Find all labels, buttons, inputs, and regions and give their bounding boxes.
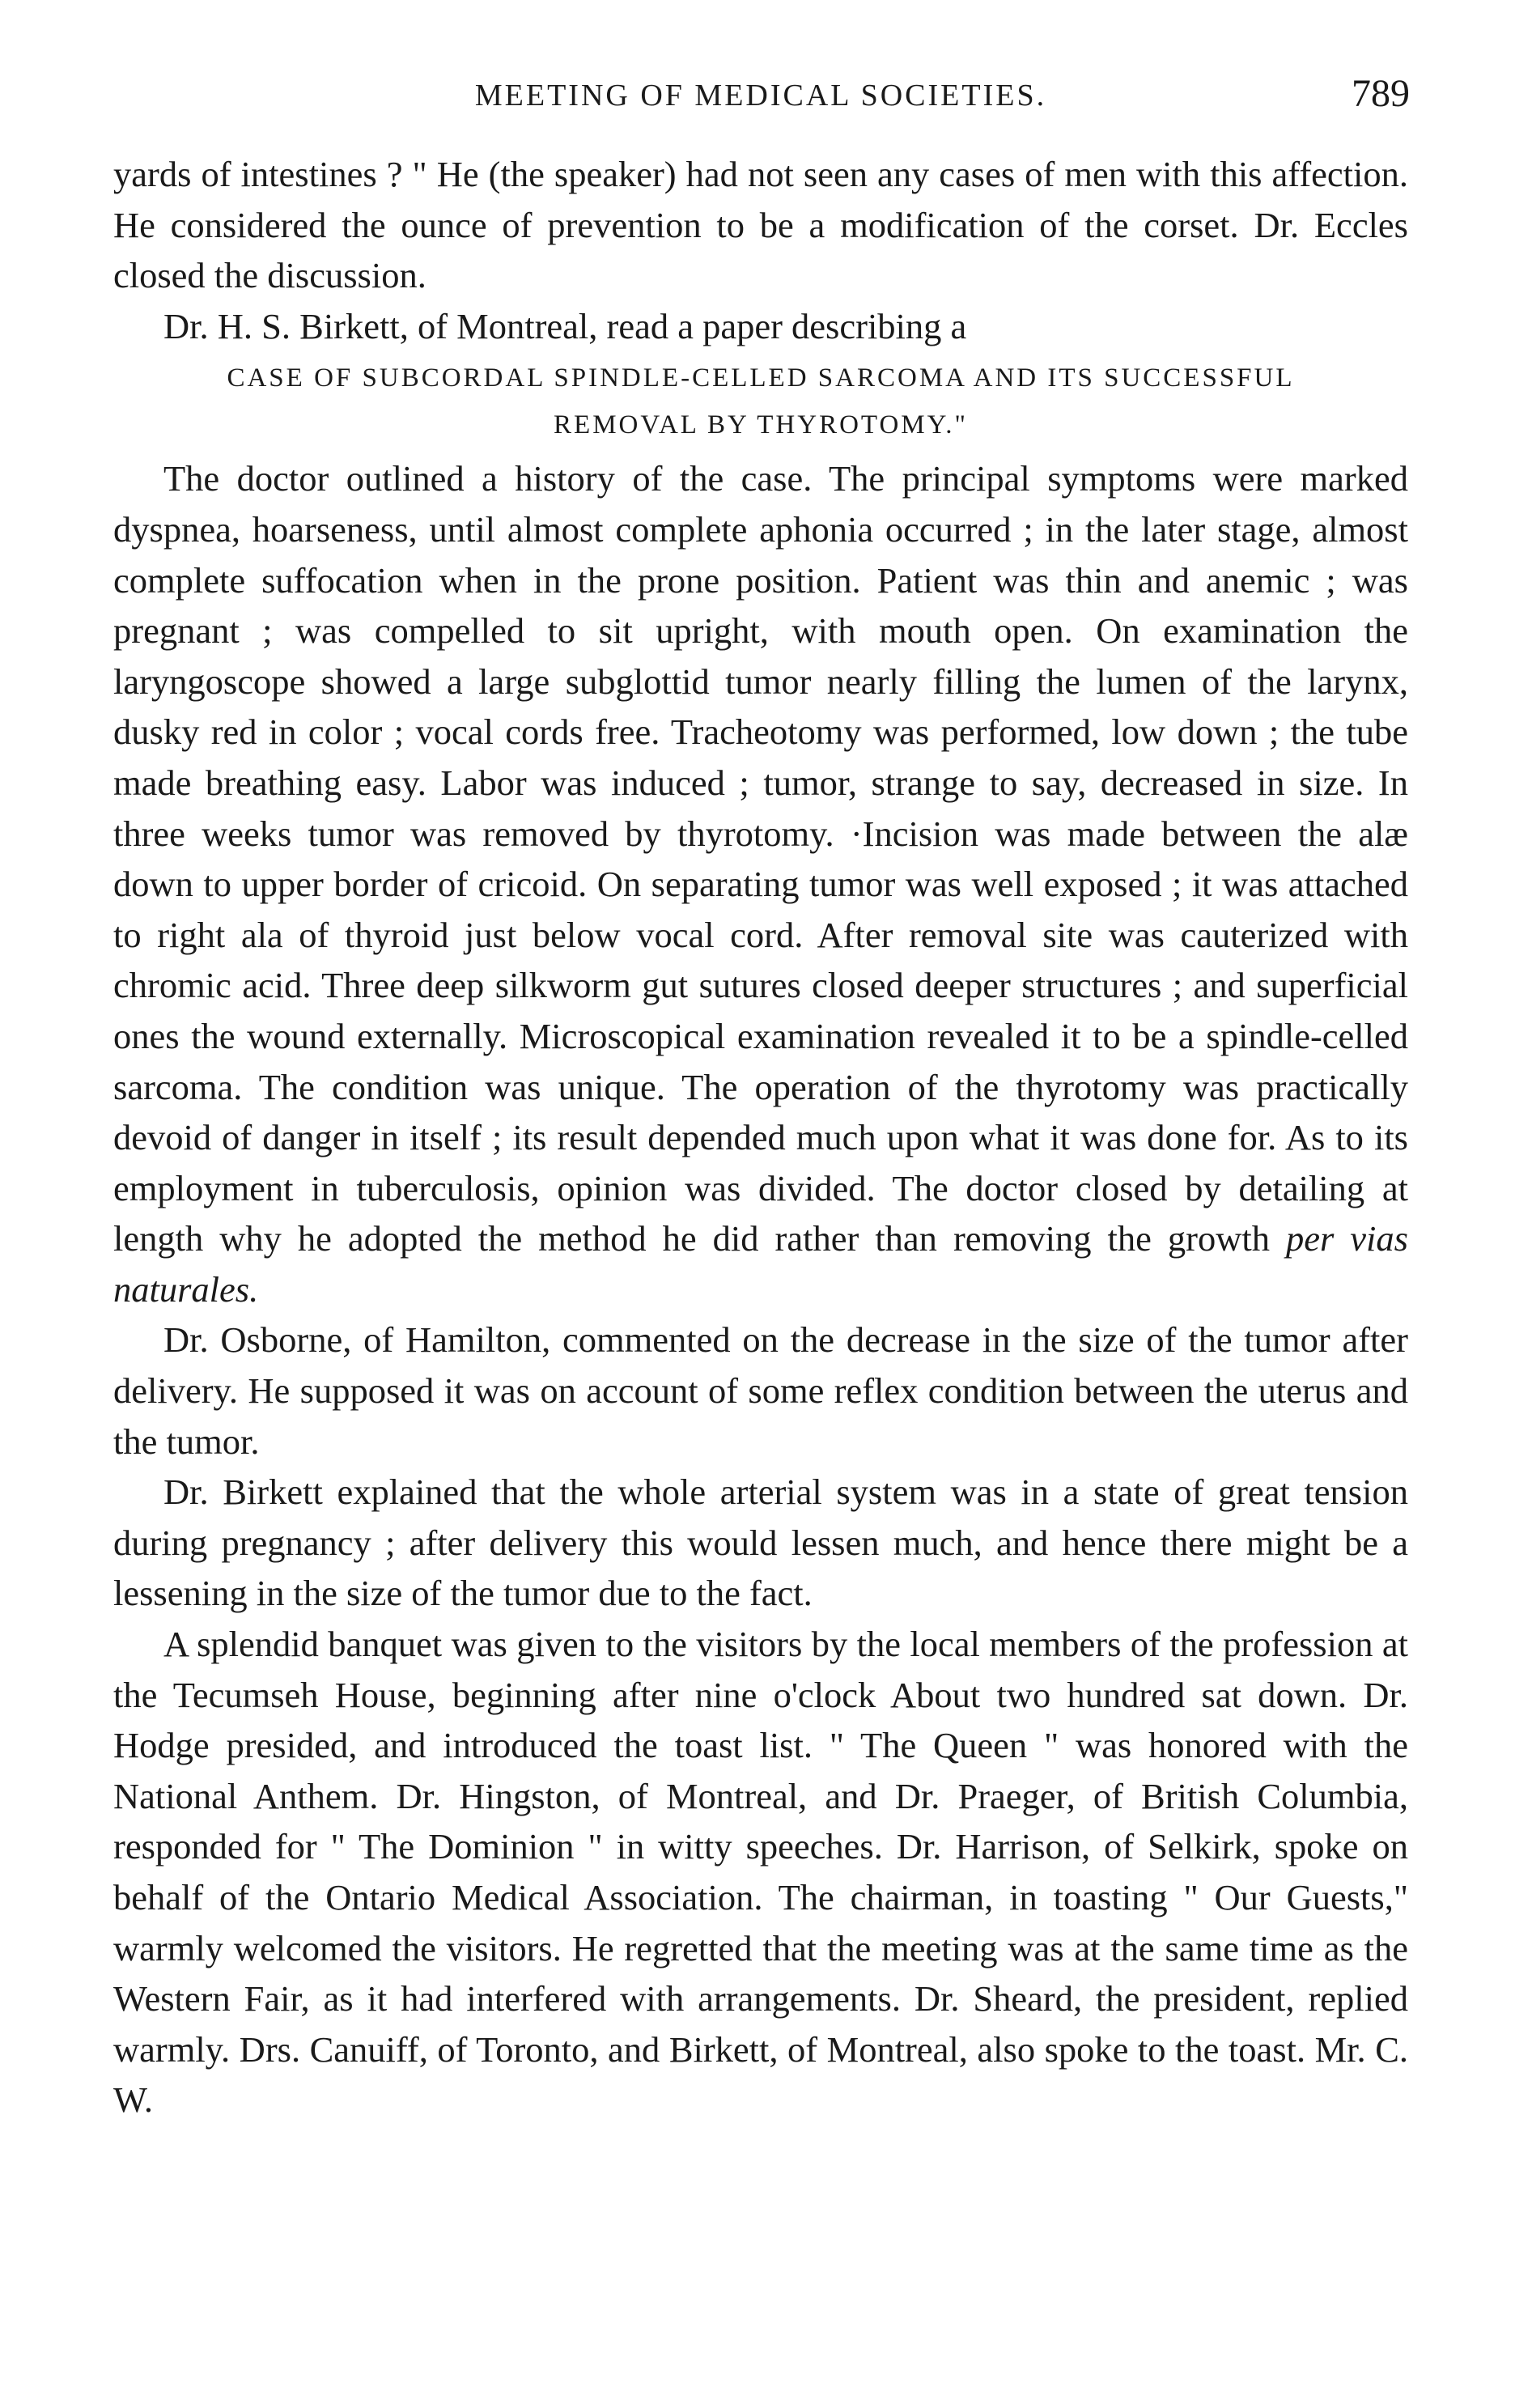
section-title-line-2: REMOVAL BY THYROTOMY." [554,410,968,440]
body-text [113,149,1408,2126]
paragraph-3 [113,453,1408,1314]
paragraph-3-italic: per vias naturales. [113,1218,1408,1310]
paragraph-2: Dr. H. S. Birkett, of Montreal, read a paper describing a [163,305,967,346]
section-title [113,355,1408,448]
running-head: MEETING OF MEDICAL SOCIETIES. [474,79,1047,113]
paragraph-3-text: The doctor outlined a history of the case. The principal symptoms were marked dyspnea, hoarseness, until almost complete aphonia occurred ; in the later stage, almost complete suffocation when in the prone position. Patient was thin and anemic ; was pregnant ; was compelled to sit upright, with mouth open. On examination the laryngoscope showed a large subglottid tumor nearly filling the lumen of the larynx, dusky red in color ; vocal cords free. Tracheotomy was performed, low down ; the tube made breathing easy. Labor was induced ; tumor, strange to say, decreased in size. In three weeks tumor was removed by thyrotomy. ·Incision was made between the alæ down to upper border of cricoid. On separating tumor was well exposed ; it was attached to right ala of thyroid just below vocal cord. After removal site was cauterized with chromic acid. Three deep silkworm gut sutures closed deeper structures ; and superficial ones the wound externally. Microscopical examination revealed it to be a spindle-celled sarcoma. The condition was unique. The operation of the thyrotomy was practically devoid of danger in itself ; its result depended much upon what it was done for. As to its employment in tuberculosis, opinion was divided. The doctor closed by detailing at length why he adopted the method he did rather than removing the growth [113,458,1408,1259]
paragraph-5: Dr. Birkett explained that the whole arterial system was in a state of great tension during pregnancy ; after delivery this would lessen much, and hence there might be a lessening in the size of the tumor due to the fact. [113,1472,1408,1614]
section-title-line-1: CASE OF SUBCORDAL SPINDLE-CELLED SARCOMA AND ITS SUCCESSFUL [227,363,1295,393]
page [113,71,1408,2126]
paragraph-4: Dr. Osborne, of Hamilton, commented on the decrease in the size of the tumor after delivery. He supposed it was on account of some reflex condition between the uterus and the tumor. [113,1319,1408,1462]
paragraph-6: A splendid banquet was given to the visitors by the local members of the profession at the Tecumseh House, beginning after nine o'clock About two hundred sat down. Dr. Hodge presided, and introduced the toast list. " The Queen " was honored with the National Anthem. Dr. Hingston, of Montreal, and Dr. Praeger, of British Columbia, responded for " The Dominion " in witty speeches. Dr. Harrison, of Selkirk, spoke on behalf of the Ontario Medical Association. The chairman, in toasting " Our Guests," warmly welcomed the visitors. He regretted that the meeting was at the same time as the Western Fair, as it had interfered with arrangements. Dr. Sheard, the president, replied warmly. Drs. Canuiff, of Toronto, and Birkett, of Montreal, also spoke to the toast. Mr. C. W. [113,1624,1408,2121]
page-header [113,71,1408,123]
page-number: 789 [1352,72,1410,115]
paragraph-1: yards of intestines ? " He (the speaker) had not seen any cases of men with this affection. He considered the ounce of prevention to be a modification of the corset. Dr. Eccles closed the discussion. [113,154,1408,296]
